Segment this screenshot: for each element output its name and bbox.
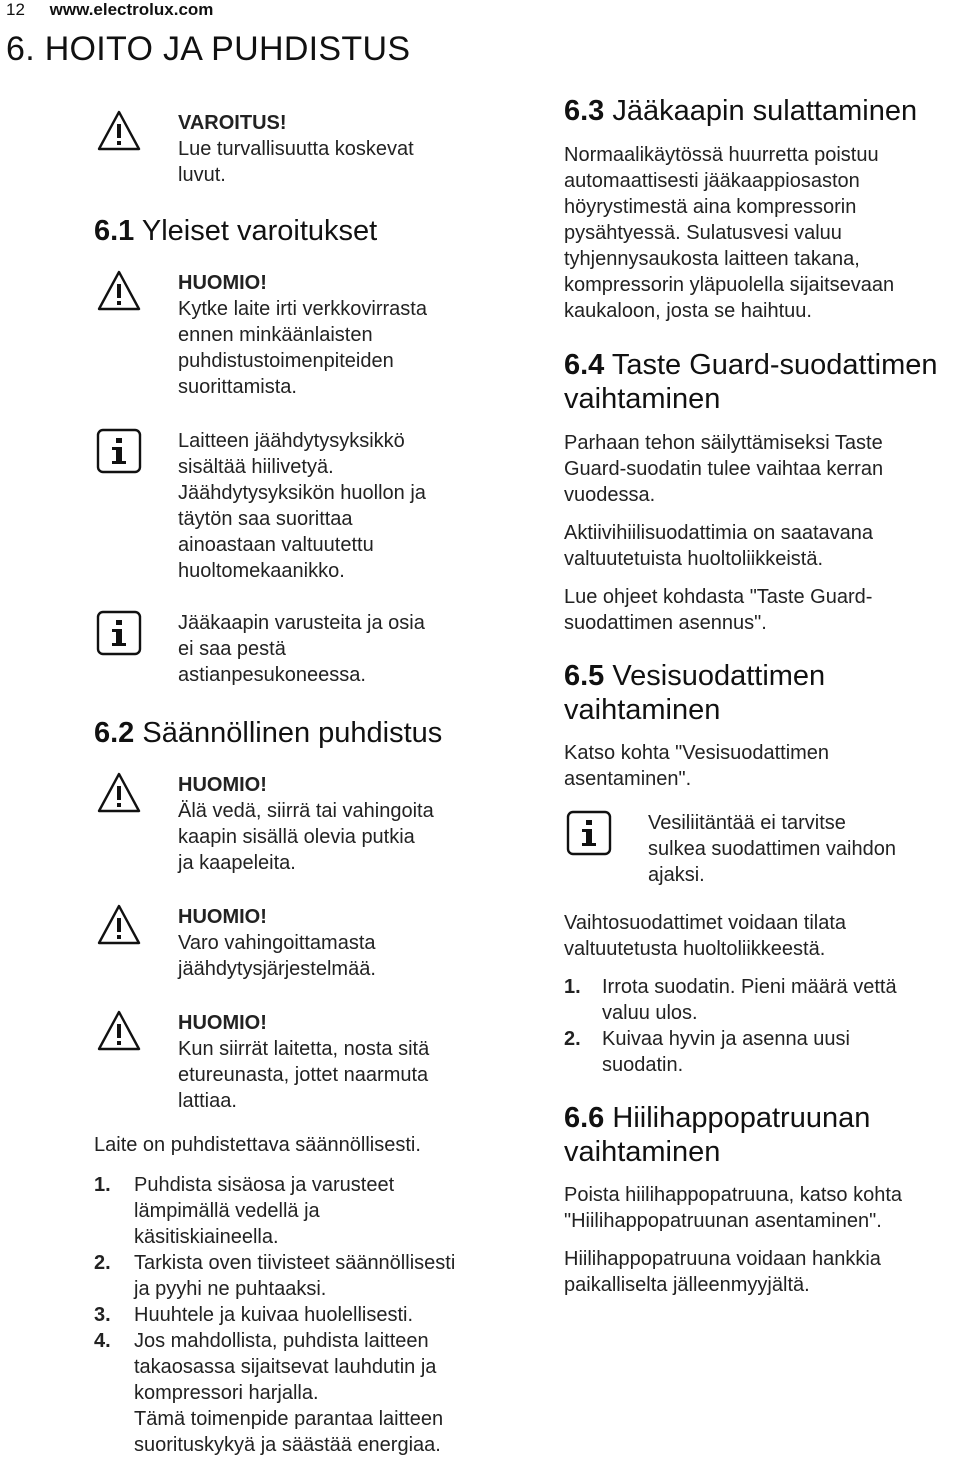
paragraph-line: "Hiilihappopatruunan asentaminen". bbox=[564, 1210, 882, 1232]
paragraph-line: pysähtyessä. Sulatusvesi valuu bbox=[564, 222, 842, 244]
paragraph-line: Katso kohta "Vesisuodattimen bbox=[564, 742, 830, 764]
caution-line: ja kaapeleita. bbox=[178, 852, 296, 874]
warning-line: luvut. bbox=[178, 164, 226, 186]
section-heading-6-6 bbox=[564, 1101, 870, 1169]
section-heading-6-1 bbox=[94, 214, 377, 248]
caution-notice bbox=[96, 770, 516, 880]
section-heading-6-2 bbox=[94, 716, 442, 750]
paragraph-line: Normaalikäytössä huurretta poistuu bbox=[564, 144, 879, 166]
caution-heading: HUOMIO! bbox=[178, 272, 267, 294]
paragraph-co2-remove bbox=[564, 1182, 960, 1234]
paragraph-line: suodattimen asennus". bbox=[564, 612, 767, 634]
section-number: 6.5 bbox=[564, 660, 605, 692]
paragraph-line: vuodessa. bbox=[564, 484, 656, 506]
info-line: astianpesukoneessa. bbox=[178, 664, 366, 686]
section-number: 6.2 bbox=[94, 717, 135, 749]
info-line: sulkea suodattimen vaihdon bbox=[648, 838, 896, 860]
paragraph-line: höyrystimestä aina kompressorin bbox=[564, 196, 857, 218]
paragraph-line: paikalliselta jälleenmyyjältä. bbox=[564, 1274, 810, 1296]
site-url: www.electrolux.com bbox=[49, 0, 214, 19]
paragraph-line: automaattisesti jääkaappiosaston bbox=[564, 170, 860, 192]
list-item bbox=[564, 1026, 954, 1078]
warning-line: Lue turvallisuutta koskevat bbox=[178, 138, 414, 160]
paragraph-line: Guard-suodatin tulee vaihtaa kerran bbox=[564, 458, 884, 480]
warning-icon bbox=[96, 770, 142, 816]
page-number: 12 bbox=[6, 0, 25, 19]
step-line: Tarkista oven tiivisteet säännöllisesti bbox=[134, 1252, 456, 1274]
step-number: 4. bbox=[94, 1330, 111, 1352]
page-header bbox=[6, 0, 213, 20]
section-number: 6.4 bbox=[564, 349, 605, 381]
paragraph-line: valtuutetuista huoltoliikkeistä. bbox=[564, 548, 824, 570]
step-line: lämpimällä vedellä ja bbox=[134, 1200, 320, 1222]
paragraph-line: kaukaloon, josta se haihtuu. bbox=[564, 300, 812, 322]
step-line: Tämä toimenpide parantaa laitteen bbox=[134, 1408, 444, 1430]
list-item bbox=[94, 1328, 534, 1458]
step-line: käsitiskiaineella. bbox=[134, 1226, 279, 1248]
paragraph-line: Vaihtosuodattimet voidaan tilata bbox=[564, 912, 847, 934]
step-number: 1. bbox=[564, 976, 581, 998]
step-number: 2. bbox=[564, 1028, 581, 1050]
step-line: valuu ulos. bbox=[602, 1002, 698, 1024]
caution-notice bbox=[96, 1008, 516, 1118]
caution-line: kaapin sisällä olevia putkia bbox=[178, 826, 415, 848]
caution-line: etureunasta, jottet naarmuta bbox=[178, 1064, 429, 1086]
info-line: täytön saa suorittaa bbox=[178, 508, 353, 530]
step-line: suodatin. bbox=[602, 1054, 684, 1076]
step-line: kompressori harjalla. bbox=[134, 1382, 319, 1404]
section-title: Hiilihappopatruunan bbox=[612, 1102, 871, 1134]
info-line: Vesiliitäntää ei tarvitse bbox=[648, 812, 846, 834]
info-icon bbox=[96, 428, 142, 474]
paragraph-line: kompressorin yläpuolella sijaitsevaan bbox=[564, 274, 895, 296]
paragraph-line: Hiilihappopatruuna voidaan hankkia bbox=[564, 1248, 881, 1270]
intro-text: Laite on puhdistettava säännöllisesti. bbox=[94, 1134, 421, 1156]
step-line: takaosassa sijaitsevat lauhdutin ja bbox=[134, 1356, 437, 1378]
paragraph-line: asentaminen". bbox=[564, 768, 692, 790]
paragraph-active-carbon bbox=[564, 520, 954, 572]
section-title: Vesisuodattimen bbox=[612, 660, 826, 692]
section-number: 6.3 bbox=[564, 95, 605, 127]
paragraph-line: Lue ohjeet kohdasta "Taste Guard- bbox=[564, 586, 873, 608]
section-title: vaihtaminen bbox=[564, 383, 721, 415]
step-number: 3. bbox=[94, 1304, 111, 1326]
paragraph-line: tyhjennysaukosta laitteen takana, bbox=[564, 248, 860, 270]
step-line: suorituskykyä ja säästää energiaa. bbox=[134, 1434, 441, 1456]
info-notice bbox=[96, 428, 496, 588]
warning-heading: VAROITUS! bbox=[178, 112, 287, 134]
paragraph-replacement-filters bbox=[564, 910, 954, 962]
caution-line: Kytke laite irti verkkovirrasta bbox=[178, 298, 427, 320]
section-heading-6-4 bbox=[564, 348, 938, 416]
info-line: ei saa pestä bbox=[178, 638, 286, 660]
section-heading-6-3 bbox=[564, 94, 917, 128]
info-notice bbox=[566, 810, 956, 890]
filter-steps bbox=[564, 974, 954, 1078]
section-title: Yleiset varoitukset bbox=[141, 215, 378, 247]
step-line: Puhdista sisäosa ja varusteet bbox=[134, 1174, 395, 1196]
section-title: Säännöllinen puhdistus bbox=[142, 717, 443, 749]
section-number: 6.6 bbox=[564, 1102, 605, 1134]
list-item bbox=[94, 1302, 534, 1328]
step-line: Kuivaa hyvin ja asenna uusi bbox=[602, 1028, 850, 1050]
page-title: 6. HOITO JA PUHDISTUS bbox=[6, 30, 411, 68]
paragraph-line: Parhaan tehon säilyttämiseksi Taste bbox=[564, 432, 883, 454]
list-item bbox=[564, 974, 954, 1026]
step-line: ja pyyhi ne puhtaaksi. bbox=[134, 1278, 327, 1300]
warning-icon bbox=[96, 268, 142, 314]
paragraph-instructions-ref bbox=[564, 584, 954, 636]
info-icon bbox=[566, 810, 612, 856]
warning-notice bbox=[96, 108, 496, 188]
paragraph-line: valtuutetusta huoltoliikkeestä. bbox=[564, 938, 826, 960]
caution-line: ennen minkäänlaisten bbox=[178, 324, 373, 346]
step-line: Huuhtele ja kuivaa huolellisesti. bbox=[134, 1304, 414, 1326]
info-notice bbox=[96, 610, 496, 692]
section-title: Jääkaapin sulattaminen bbox=[612, 95, 918, 127]
paragraph-co2-purchase bbox=[564, 1246, 954, 1298]
section-title: Taste Guard-suodattimen bbox=[611, 349, 938, 381]
caution-line: puhdistustoimenpiteiden bbox=[178, 350, 394, 372]
info-line: Jääkaapin varusteita ja osia bbox=[178, 612, 425, 634]
section-heading-6-5 bbox=[564, 659, 825, 727]
list-item bbox=[94, 1250, 534, 1302]
caution-line: Älä vedä, siirrä tai vahingoita bbox=[178, 800, 434, 822]
list-item bbox=[94, 1172, 534, 1250]
caution-notice bbox=[96, 268, 496, 408]
section-title: vaihtaminen bbox=[564, 1136, 721, 1168]
info-line: ainoastaan valtuutettu bbox=[178, 534, 374, 556]
step-line: Irrota suodatin. Pieni määrä vettä bbox=[602, 976, 897, 998]
caution-line: Varo vahingoittamasta bbox=[178, 932, 376, 954]
info-line: sisältää hiilivetyä. bbox=[178, 456, 334, 478]
info-line: huoltomekaanikko. bbox=[178, 560, 345, 582]
caution-line: suorittamista. bbox=[178, 376, 297, 398]
caution-heading: HUOMIO! bbox=[178, 1012, 267, 1034]
paragraph-taste-guard bbox=[564, 430, 954, 508]
info-line: ajaksi. bbox=[648, 864, 705, 886]
cleaning-steps bbox=[94, 1172, 534, 1458]
paragraph-water-filter-ref bbox=[564, 740, 954, 792]
step-line: Jos mahdollista, puhdista laitteen bbox=[134, 1330, 429, 1352]
step-number: 2. bbox=[94, 1252, 111, 1274]
paragraph-line: Poista hiilihappopatruuna, katso kohta bbox=[564, 1184, 903, 1206]
section-number: 6.1 bbox=[94, 215, 135, 247]
caution-heading: HUOMIO! bbox=[178, 906, 267, 928]
caution-line: lattiaa. bbox=[178, 1090, 237, 1112]
warning-icon bbox=[96, 1008, 142, 1054]
caution-heading: HUOMIO! bbox=[178, 774, 267, 796]
warning-icon bbox=[96, 902, 142, 948]
caution-line: jäähdytysjärjestelmää. bbox=[178, 958, 376, 980]
info-icon bbox=[96, 610, 142, 656]
section-title: vaihtaminen bbox=[564, 694, 721, 726]
caution-line: Kun siirrät laitetta, nosta sitä bbox=[178, 1038, 430, 1060]
paragraph-defrost bbox=[564, 142, 954, 324]
paragraph-line: Aktiivihiilisuodattimia on saatavana bbox=[564, 522, 874, 544]
step-number: 1. bbox=[94, 1174, 111, 1196]
info-line: Jäähdytysyksikön huollon ja bbox=[178, 482, 426, 504]
info-line: Laitteen jäähdytysyksikkö bbox=[178, 430, 405, 452]
warning-icon bbox=[96, 108, 142, 154]
caution-notice bbox=[96, 902, 516, 986]
